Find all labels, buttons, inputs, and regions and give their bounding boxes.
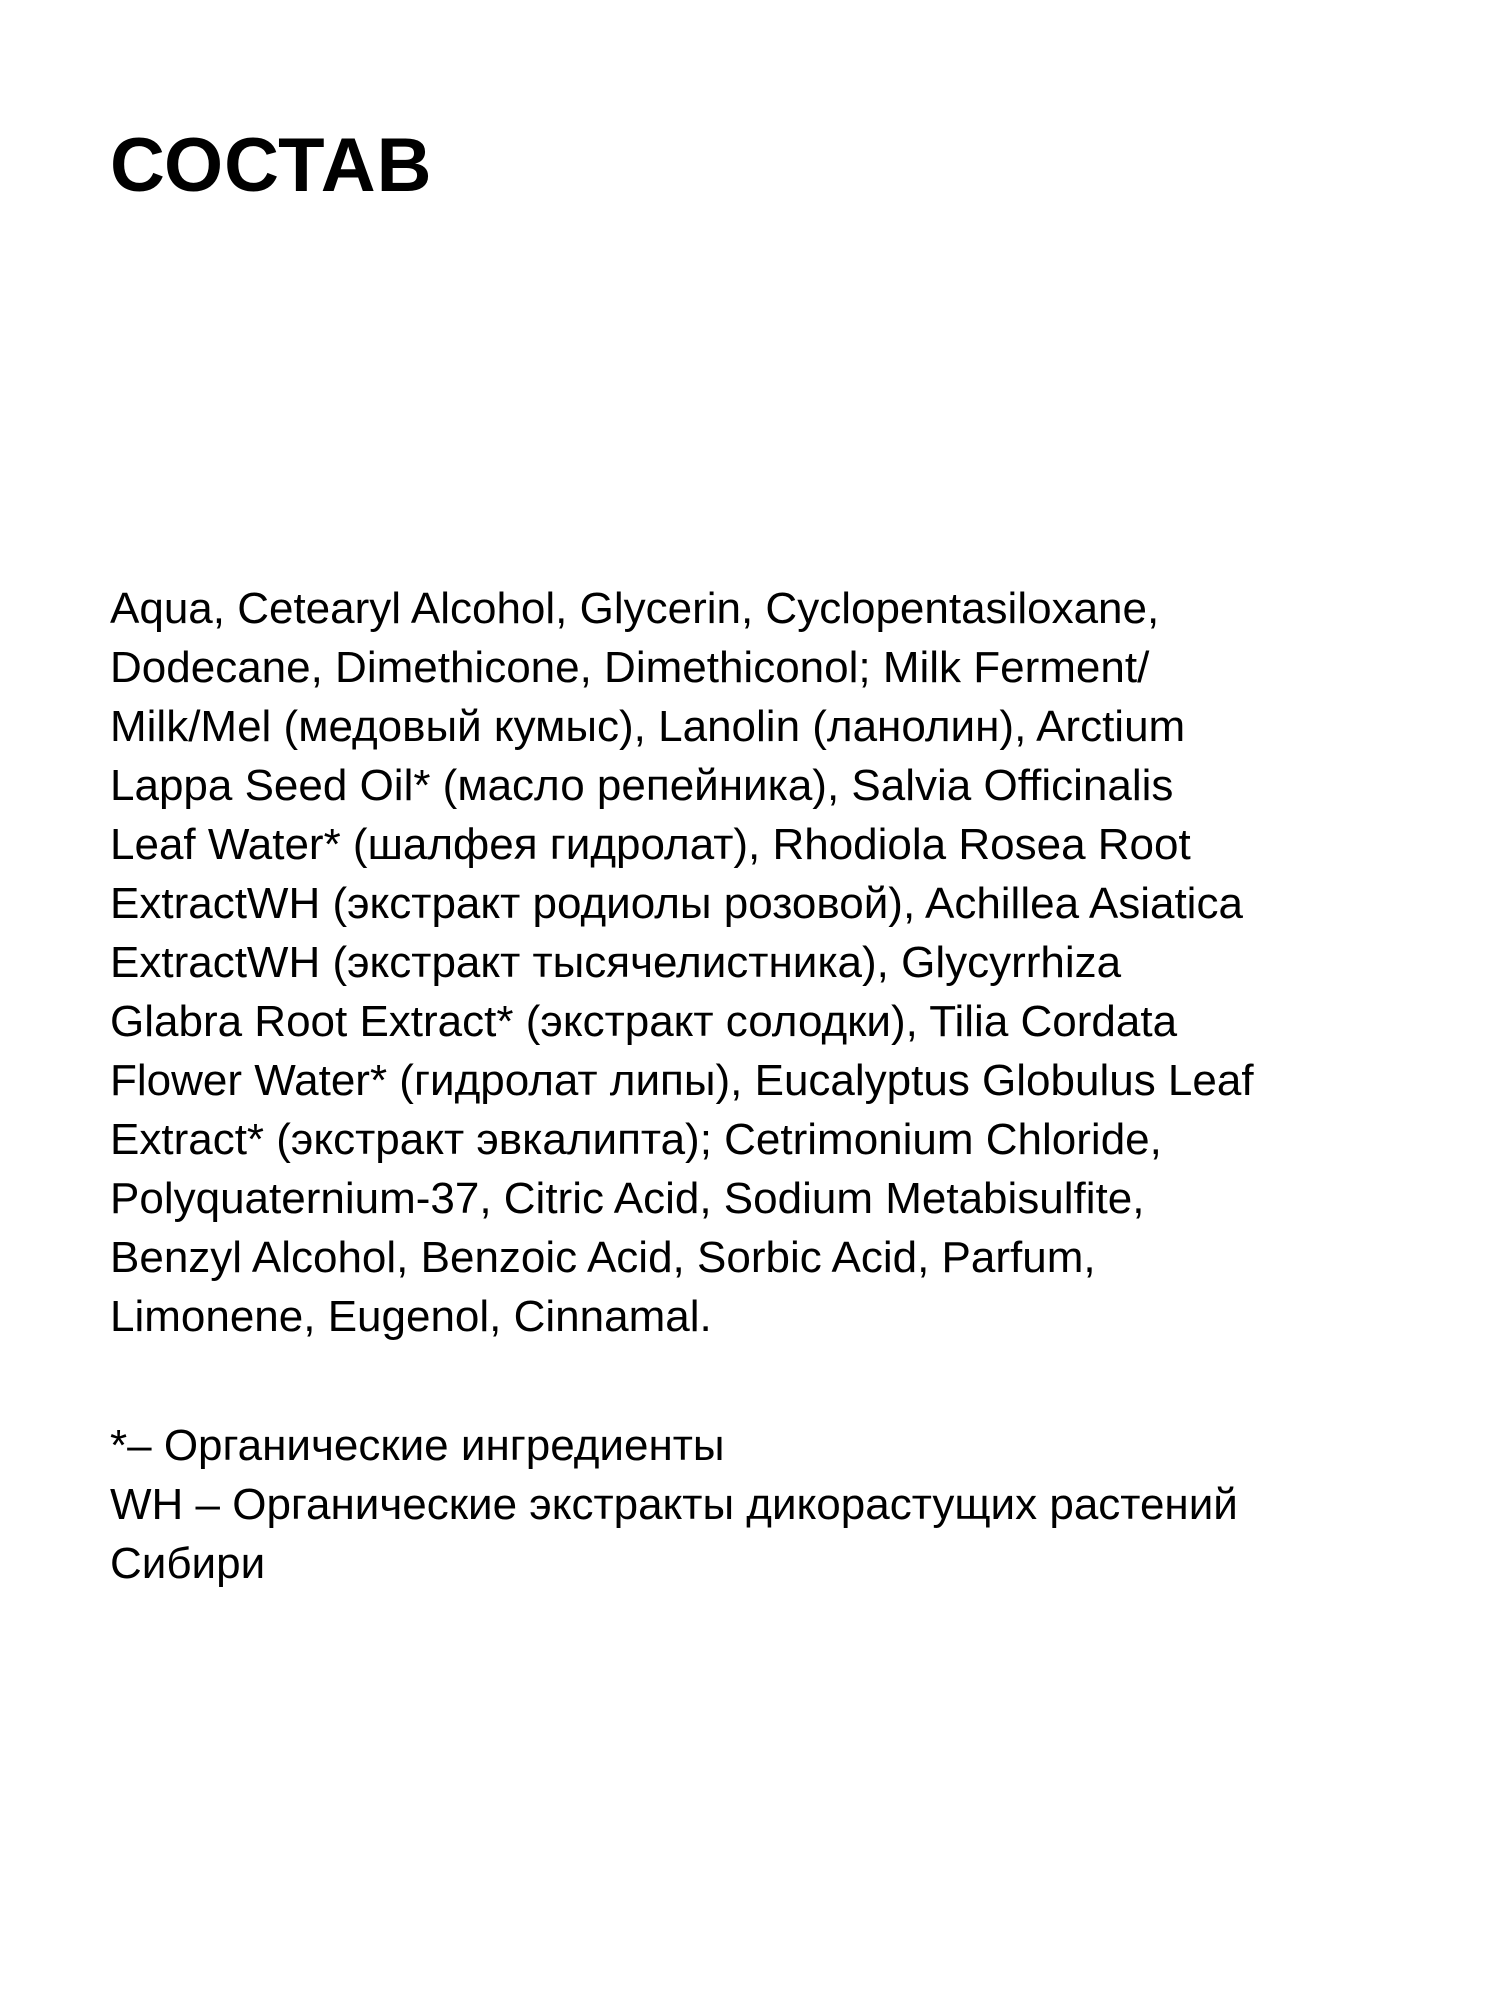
ingredients-line: Benzyl Alcohol, Benzoic Acid, Sorbic Acid, Parfum, bbox=[110, 1233, 1096, 1282]
ingredients-line: Extract* (экстракт эвкалипта); Cetrimonium Chloride, bbox=[110, 1115, 1162, 1164]
ingredients-line: Leaf Water* (шалфея гидролат), Rhodiola Rosea Root bbox=[110, 820, 1191, 869]
ingredients-line: ExtractWH (экстракт родиолы розовой), Achillea Asiatica bbox=[110, 879, 1243, 928]
ingredients-line: Limonene, Eugenol, Cinnamal. bbox=[110, 1292, 712, 1341]
ingredients-line: ExtractWH (экстракт тысячелистника), Glycyrrhiza bbox=[110, 938, 1122, 987]
footnote-wild-harvest: WH – Органические экстракты дикорастущих растений bbox=[110, 1480, 1238, 1529]
page-title: СОСТАВ bbox=[110, 123, 433, 208]
footnote-organic: *– Органические ингредиенты bbox=[110, 1421, 725, 1470]
ingredients-line: Dodecane, Dimethicone, Dimethiconol; Milk Ferment/ bbox=[110, 643, 1150, 692]
ingredients-line: Flower Water* (гидролат липы), Eucalyptus Globulus Leaf bbox=[110, 1056, 1254, 1105]
footnote-wild-harvest-continued: Сибири bbox=[110, 1539, 266, 1588]
ingredients-line: Aqua, Cetearyl Alcohol, Glycerin, Cyclopentasiloxane, bbox=[110, 584, 1160, 633]
ingredients-line: Polyquaternium-37, Citric Acid, Sodium Metabisulfite, bbox=[110, 1174, 1145, 1223]
ingredients-line: Glabra Root Extract* (экстракт солодки), Tilia Cordata bbox=[110, 997, 1178, 1046]
ingredients-line: Lappa Seed Oil* (масло репейника), Salvia Officinalis bbox=[110, 761, 1174, 810]
ingredients-line: Milk/Mel (медовый кумыс), Lanolin (ланолин), Arctium bbox=[110, 702, 1186, 751]
ingredients-list bbox=[110, 579, 1400, 1346]
footnotes bbox=[110, 1416, 1400, 1593]
